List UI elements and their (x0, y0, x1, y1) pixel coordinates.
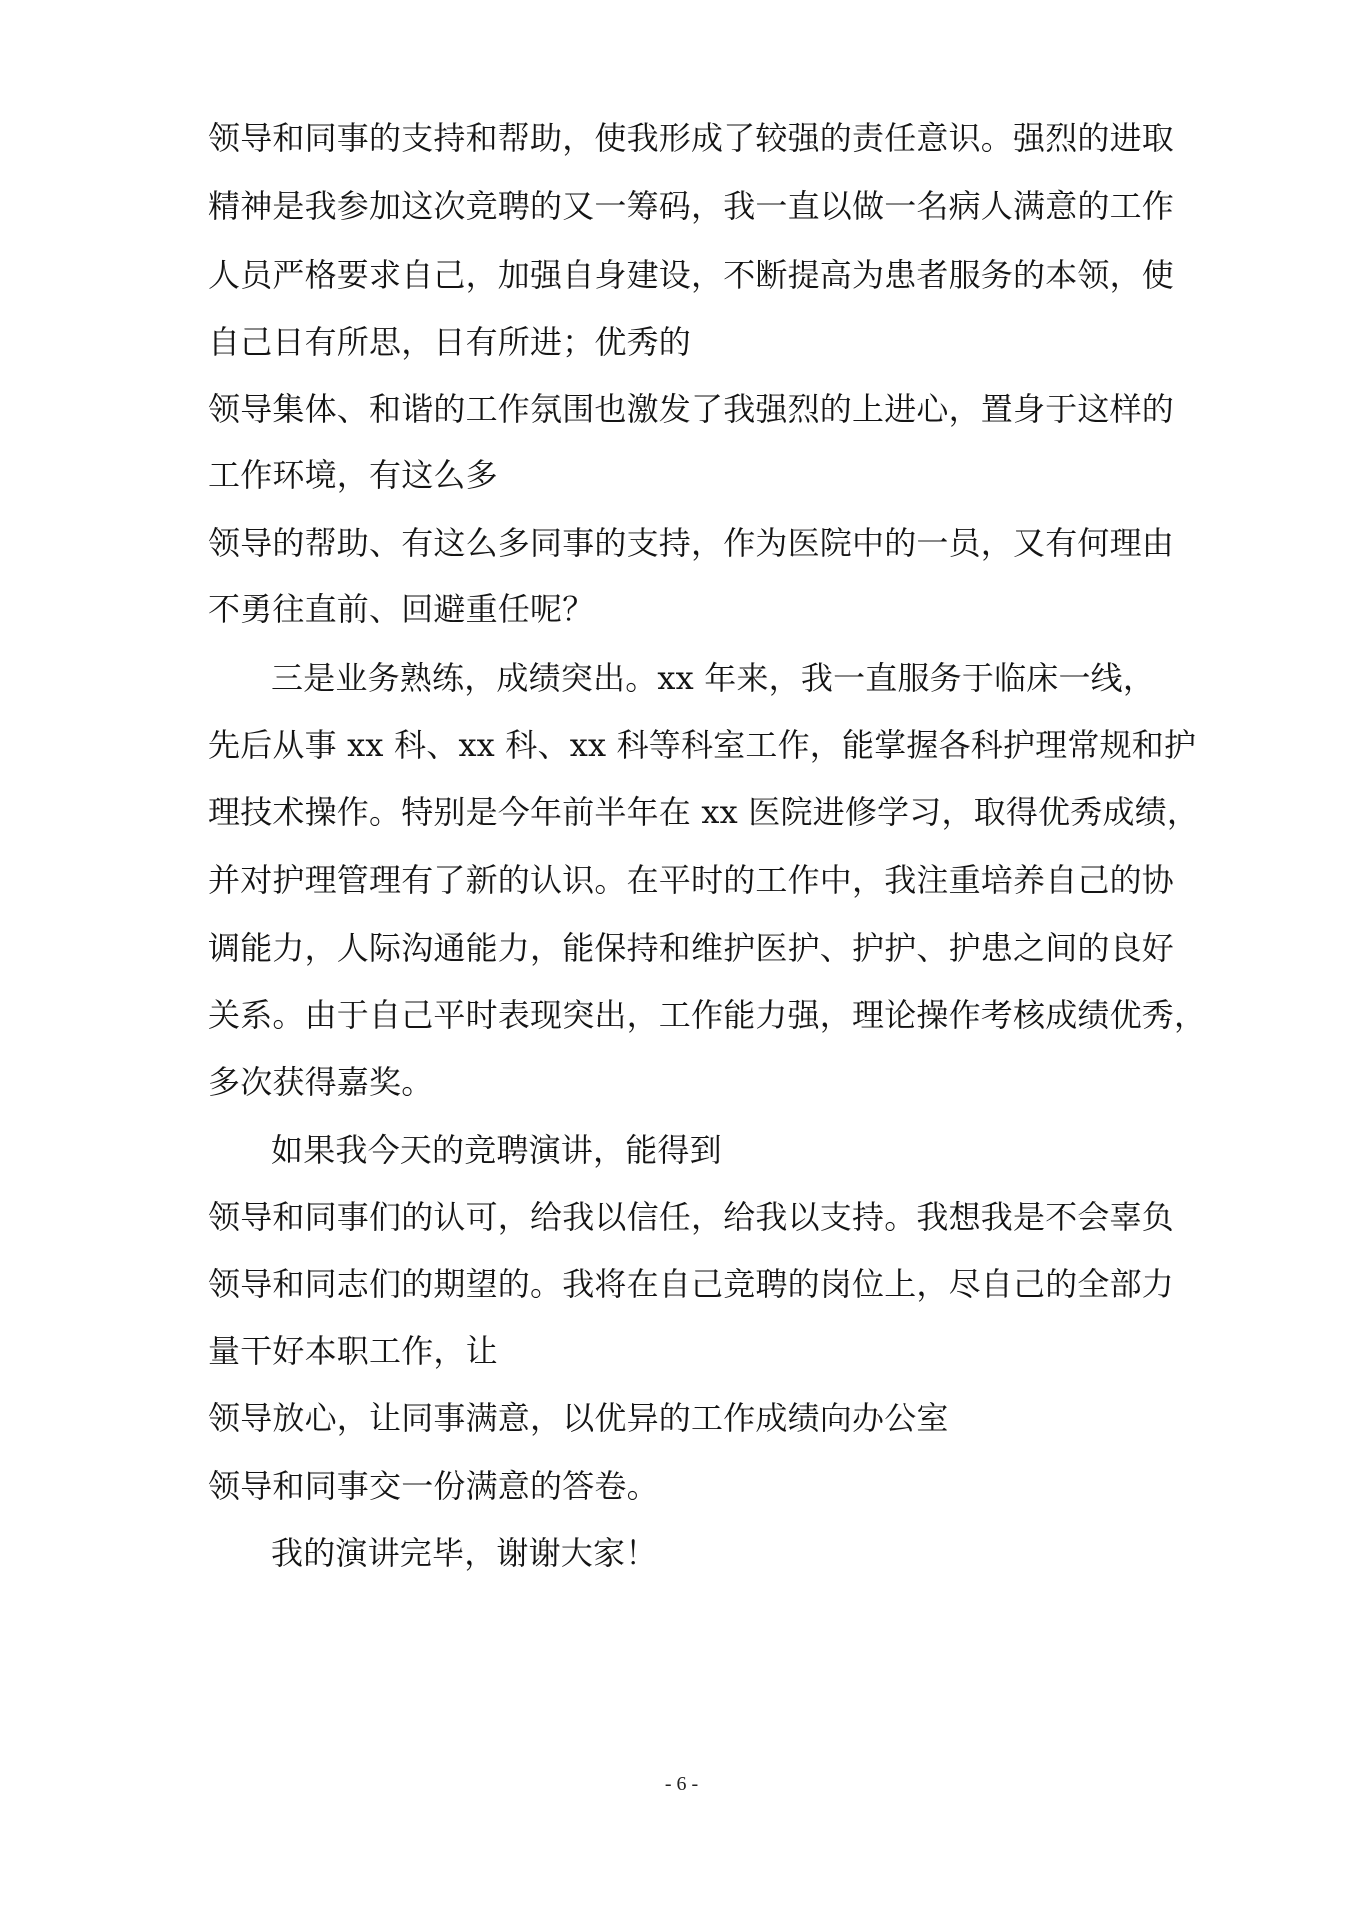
text-line-16: 如果我今天的竞聘演讲，能得到 (271, 1131, 722, 1169)
text-line-18: 领导和同志们的期望的。我将在自己竞聘的岗位上，尽自己的全部力 (208, 1265, 1175, 1303)
text-line-22: 我的演讲完毕，谢谢大家！ (271, 1534, 658, 1572)
text-line-8: 不勇往直前、回避重任呢？ (208, 590, 595, 628)
page-number: - 6 - (664, 1773, 699, 1795)
text-line-19: 量干好本职工作，让 (208, 1332, 498, 1370)
text-line-11: 理技术操作。特别是今年前半年在 xx 医院进修学习，取得优秀成绩， (208, 793, 1200, 831)
text-line-2: 精神是我参加这次竞聘的又一筹码，我一直以做一名病人满意的工作 (208, 187, 1175, 225)
text-line-6: 工作环境，有这么多 (208, 456, 498, 494)
text-line-3: 人员严格要求自己，加强自身建设，不断提高为患者服务的本领，使 (208, 256, 1175, 294)
text-line-5: 领导集体、和谐的工作氛围也激发了我强烈的上进心，置身于这样的 (208, 390, 1175, 428)
text-line-13: 调能力，人际沟通能力，能保持和维护医护、护护、护患之间的良好 (208, 929, 1175, 967)
text-line-7: 领导的帮助、有这么多同事的支持，作为医院中的一员，又有何理由 (208, 524, 1175, 562)
text-line-10: 先后从事 xx 科、xx 科、xx 科等科室工作，能掌握各科护理常规和护 (208, 726, 1197, 764)
text-line-1: 领导和同事的支持和帮助，使我形成了较强的责任意识。强烈的进取 (208, 119, 1175, 157)
text-line-17: 领导和同事们的认可，给我以信任，给我以支持。我想我是不会辜负 (208, 1198, 1175, 1236)
text-line-9: 三是业务熟练，成绩突出。xx 年来，我一直服务于临床一线， (271, 659, 1156, 697)
text-line-4: 自己日有所思，日有所进；优秀的 (208, 323, 692, 361)
text-line-14: 关系。由于自己平时表现突出，工作能力强，理论操作考核成绩优秀， (208, 996, 1207, 1034)
text-line-20: 领导放心，让同事满意，以优异的工作成绩向办公室 (208, 1399, 949, 1437)
text-line-21: 领导和同事交一份满意的答卷。 (208, 1467, 659, 1505)
text-line-12: 并对护理管理有了新的认识。在平时的工作中，我注重培养自己的协 (208, 861, 1175, 899)
text-line-15: 多次获得嘉奖。 (208, 1063, 434, 1101)
